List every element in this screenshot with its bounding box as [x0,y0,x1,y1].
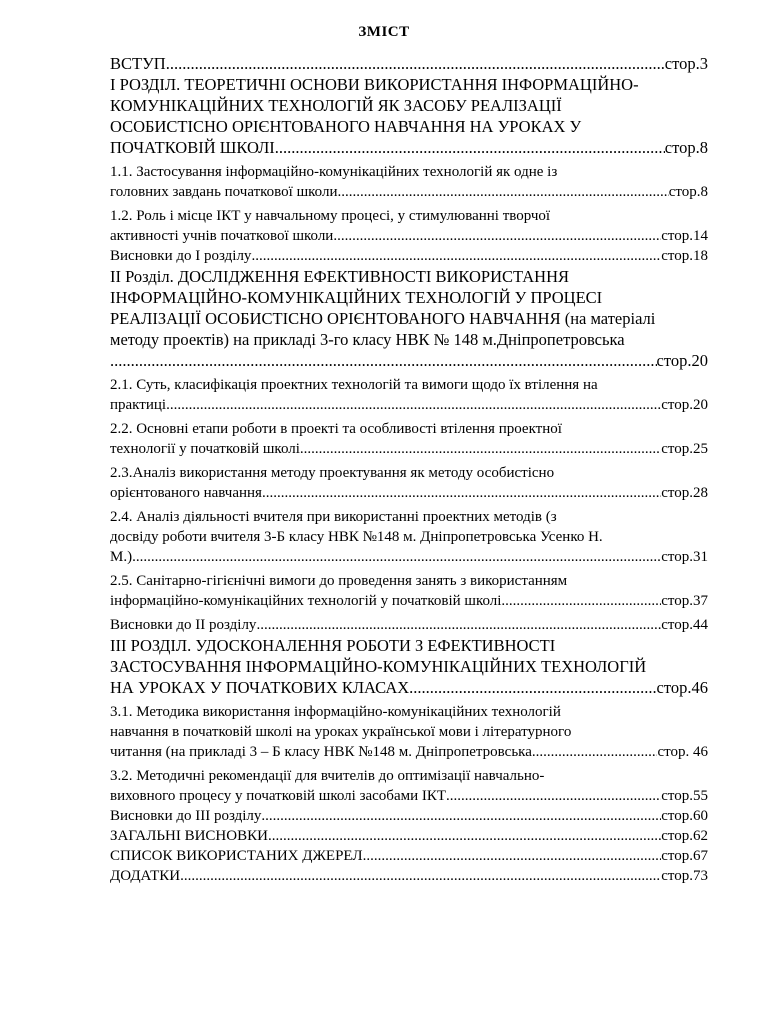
toc-entry-text-line: ІІІ РОЗДІЛ. УДОСКОНАЛЕННЯ РОБОТИ З ЕФЕКТИВНОСТІ [110,636,556,655]
toc-entry-title: ЗАГАЛЬНІ ВИСНОВКИ [110,828,268,844]
toc-entry[interactable] [110,806,708,826]
toc-page-number: стор.62 [661,828,708,844]
toc-page-number: стор.37 [661,593,708,609]
toc-page-number: стор.55 [661,788,708,804]
toc-entry-text-line: 2.5. Санітарно-гігієнічні вимоги до проведення занять з використанням [110,573,568,589]
toc-entry-text-line: навчання в початковій школі на уроках української мови і літературного [110,724,572,740]
toc-entry-text-line: 2.3.Аналіз використання методу проектування як методу особистісно [110,465,555,481]
toc-entry-title: Висновки до І розділу [110,248,252,264]
dot-leader [300,439,661,459]
toc-entry-title: НА УРОКАХ У ПОЧАТКОВИХ КЛАСАХ [110,678,410,697]
toc-entry-text-line: 2.1. Суть, класифікація проектних технологій та вимоги щодо їх втілення на [110,377,598,393]
toc-entry-title: Висновки до ІІ розділу [110,617,257,633]
toc-entry-leader-line [110,806,708,826]
toc-entry-title: активності учнів початкової школи [110,228,334,244]
toc-entry-leader-line [110,483,708,503]
toc-entry-text-line: 1.2. Роль і місце ІКТ у навчальному процесі, у стимулюванні творчої [110,208,551,224]
toc-entry[interactable] [110,463,708,503]
toc-entry-leader-line [110,395,708,415]
toc-entry-title: М.) [110,549,133,565]
toc-entry-text-line: ОСОБИСТІСНО ОРІЄНТОВАНОГО НАВЧАННЯ НА УРОКАХ У [110,117,582,136]
toc-entry-title: ПОЧАТКОВІЙ ШКОЛІ [110,138,275,157]
toc-page-number: стор.8 [668,184,708,200]
page-title: ЗМІСТ [358,24,410,40]
toc-page-number: стор.73 [661,868,708,884]
toc-entry-leader-line [110,615,708,635]
toc-entry-title: Висновки до ІІІ розділу [110,808,262,824]
toc-entry-text-line: РЕАЛІЗАЦІЇ ОСОБИСТІСНО ОРІЄНТОВАНОГО НАВЧАННЯ (на матеріалі [110,309,656,328]
dot-leader [166,395,661,415]
toc-entry-title: читання (на прикладі 3 – Б класу НВК №148 м. Дніпропетровська [110,744,532,760]
dot-leader [501,591,661,611]
toc-entry-title: орієнтованого навчання [110,485,262,501]
toc-page-number: стор.44 [661,617,708,633]
toc-entry[interactable] [110,635,708,698]
toc-entry-title: інформаційно-комунікаційних технологій у початковій школі [110,593,502,609]
dot-leader [446,786,661,806]
toc-entry[interactable] [110,419,708,459]
toc-entry-text-line: 3.2. Методичні рекомендації для вчителів до оптимізації навчально- [110,768,545,784]
toc-entry[interactable] [110,162,708,202]
dot-leader [337,182,668,202]
toc-entry-title: ВСТУП [110,54,166,73]
toc-entry-leader-line [110,826,708,846]
toc-page-number: стор.20 [656,351,708,370]
toc-entry-leader-line [110,786,708,806]
dot-leader [132,547,661,567]
toc-entry[interactable] [110,702,708,762]
toc-page-number: стор.8 [664,138,708,157]
toc-entry[interactable] [110,507,708,567]
toc-entry-text-line: досвіду роботи вчителя 3-Б класу НВК №148 м. Дніпропетровська Усенко Н. [110,529,603,545]
toc-entry-leader-line [110,182,708,202]
toc-entry-title: виховного процесу у початковій школі засобами ІКТ [110,788,447,804]
toc-entry[interactable] [110,866,708,886]
toc-entry[interactable] [110,246,708,266]
dot-leader [268,826,661,846]
toc-entry-leader-line [110,547,708,567]
toc-entry-title: СПИСОК ВИКОРИСТАНИХ ДЖЕРЕЛ [110,848,363,864]
dot-leader [363,846,662,866]
toc-entry[interactable] [110,571,708,611]
toc-entry-text-line: ІІ Розділ. ДОСЛІДЖЕННЯ ЕФЕКТИВНОСТІ ВИКОРИСТАННЯ [110,267,570,286]
toc-page-number: стор.60 [661,808,708,824]
toc-entry[interactable] [110,74,708,158]
toc-entry[interactable] [110,826,708,846]
toc-page-number: стор.3 [664,54,708,73]
dot-leader [110,350,657,371]
toc-entry-leader-line [110,350,708,371]
dot-leader [333,226,661,246]
toc-entry-title: ДОДАТКИ [110,868,181,884]
dot-leader [532,742,658,762]
toc-entry-leader-line [110,246,708,266]
toc-entry-text-line: 2.4. Аналіз діяльності вчителя при використанні проектних методів (з [110,509,557,525]
toc-page-number: стор.31 [661,549,708,565]
toc-entry-title: головних завдань початкової школи [110,184,338,200]
toc-entry-leader-line [110,137,708,158]
toc-entry[interactable] [110,766,708,806]
toc-page-number: стор.14 [661,228,708,244]
toc-entry-leader-line [110,846,708,866]
toc-entry[interactable] [110,375,708,415]
toc-entry[interactable] [110,266,708,371]
toc-entry-leader-line [110,591,708,611]
dot-leader [166,53,665,74]
toc-entry-title: технології у початковій школі [110,441,300,457]
toc-entry-text-line: методу проектів) на прикладі 3-го класу НВК № 148 м.Дніпропетровська [110,330,625,349]
toc-entry-text-line: ІНФОРМАЦІЙНО-КОМУНІКАЦІЙНИХ ТЕХНОЛОГІЙ У ПРОЦЕСІ [110,288,603,307]
table-of-contents [110,53,708,886]
toc-page-number: стор.28 [661,485,708,501]
toc-entry-leader-line [110,439,708,459]
toc-entry-text-line: 2.2. Основні етапи роботи в проекті та особливості втілення проектної [110,421,562,437]
toc-entry-text-line: 3.1. Методика використання інформаційно-комунікаційних технологій [110,704,561,720]
toc-entry-text-line: 1.1. Застосування інформаційно-комунікаційних технологій як одне із [110,164,558,180]
toc-entry-leader-line [110,742,708,762]
toc-page-number: стор.18 [661,248,708,264]
toc-entry-text-line: І РОЗДІЛ. ТЕОРЕТИЧНІ ОСНОВИ ВИКОРИСТАННЯ ІНФОРМАЦІЙНО- [110,75,639,94]
toc-entry-title: практиці [110,397,167,413]
toc-entry[interactable] [110,615,708,635]
dot-leader [409,677,656,698]
toc-entry-text-line: КОМУНІКАЦІЙНИХ ТЕХНОЛОГІЙ ЯК ЗАСОБУ РЕАЛІЗАЦІЇ [110,96,562,115]
dot-leader [180,866,661,886]
toc-page-number: стор.25 [661,441,708,457]
toc-entry-leader-line [110,53,708,74]
toc-entry[interactable] [110,53,708,74]
toc-entry-leader-line [110,226,708,246]
toc-page-number: стор.20 [661,397,708,413]
dot-leader [262,483,661,503]
dot-leader [256,615,661,635]
dot-leader [261,806,661,826]
dot-leader [275,137,665,158]
toc-entry-text-line: ЗАСТОСУВАННЯ ІНФОРМАЦІЙНО-КОМУНІКАЦІЙНИХ ТЕХНОЛОГІЙ [110,657,647,676]
dot-leader [251,246,661,266]
toc-entry[interactable] [110,846,708,866]
toc-page-number: стор. 46 [657,744,708,760]
toc-entry[interactable] [110,206,708,246]
toc-entry-leader-line [110,677,708,698]
toc-page-number: стор.46 [656,678,708,697]
toc-entry-leader-line [110,866,708,886]
toc-page-number: стор.67 [661,848,708,864]
